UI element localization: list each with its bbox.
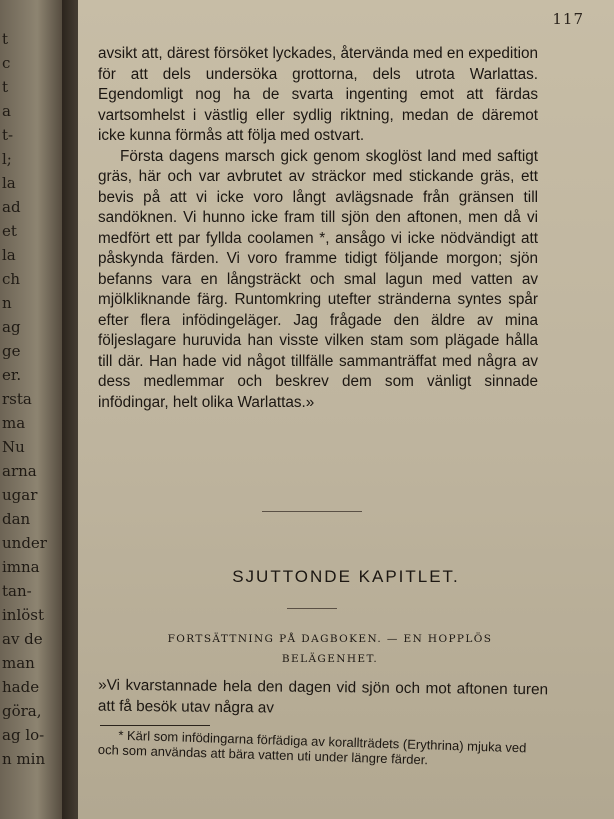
facing-page-fragment: hade [2,678,40,696]
facing-page-fragment: l; [2,150,12,168]
book-page [78,0,614,819]
facing-page-fragment: ge [2,342,21,360]
facing-page-fragment: av de [2,630,43,648]
facing-page-fragment: ag lo- [2,726,45,744]
facing-page-fragment: t- [2,126,14,144]
facing-page-fragment: n [2,294,12,312]
chapter-title: SJUTTONDE KAPITLET. [232,567,460,586]
facing-page-fragment: man [2,654,35,672]
footnote [98,727,549,771]
footnote-text: * Kärl som infödingarna förfädiga av korallträdets (Erythrina) mjuka ved och som användas att bära vatten uti under längre färder. [97,727,527,768]
chapter-title-rule [287,608,337,609]
chapter-summary: FORTSÄTTNING PÅ DAGBOKEN. — EN HOPPLÖS BELÄGENHET. [167,633,493,665]
page-number: 117 [552,10,584,28]
facing-page-fragment: ma [2,414,26,432]
facing-page-fragment: ch [2,270,21,288]
facing-page-fragment: t [2,78,9,96]
facing-page-fragment: ugar [2,486,38,504]
facing-page-fragment: la [2,174,16,192]
chapter-opening-text: »Vi kvarstannade hela den dagen vid sjön och mot aftonen turen att få besök utav några av [97,676,549,717]
facing-page-fragment: n min [2,750,46,768]
facing-page-fragment: Nu [2,438,25,456]
facing-page-fragment: inlöst [2,606,45,624]
facing-page-fragment: et [2,222,17,240]
facing-page-edge [0,0,62,819]
body-text [98,44,538,413]
paragraph-2: Första dagens marsch gick genom skoglöst land med saftigt gräs, här och var avbrutet av sträckor med stickande gräs, ett bevis på att vi icke voro långt avlägsnade från gränsen till sandöknen. Vi hunno icke fram till sjön den aftonen, men då vi medfört ett par fyllda coolamen *, ansågo vi icke nödvändigt att påskynda färden. Vi voro framme tidigt följande morgon; sjön befanns vara en långsträckt och smal lagun med vatten av mjölkliknande färg. Runtomkring utefter stränderna syntes spår efter flera infödingeläger. Jag frågade den äldre av mina följeslagare huruvida han visste vilken stam som plägade hålla till där. Han hade vid något tillfälle sammanträffat med några av dess medlemmar och beskrev dem som vänligt sinnade infödingar, helt olika Warlattas.» [98,147,538,411]
facing-page-fragment: tan- [2,582,32,600]
facing-page-fragment: a [2,102,11,120]
facing-page-fragment: arna [2,462,37,480]
facing-page-fragment: c [2,54,11,72]
footnote-rule [100,725,210,726]
facing-page-fragment: imna [2,558,40,576]
facing-page-fragment: ad [2,198,21,216]
facing-page-fragment: under [2,534,47,552]
facing-page-fragment: dan [2,510,31,528]
facing-page-fragment: la [2,246,16,264]
facing-page-fragment: ag [2,318,21,336]
facing-page-fragment: göra, [2,702,42,720]
facing-page-fragment: rsta [2,390,32,408]
facing-page-fragment: t [2,30,9,48]
section-divider [262,511,362,512]
facing-page-fragment: er. [2,366,22,384]
paragraph-1: avsikt att, därest försöket lyckades, återvända med en expedition för att dels undersöka grottorna, dels utrota Warlattas. Egendomligt nog ha de svarta ingenting emot att färdas vartsomhelst i västlig eller sydlig riktning, medan de däremot icke kunna förmås att följa med ostvart. [98,45,538,144]
